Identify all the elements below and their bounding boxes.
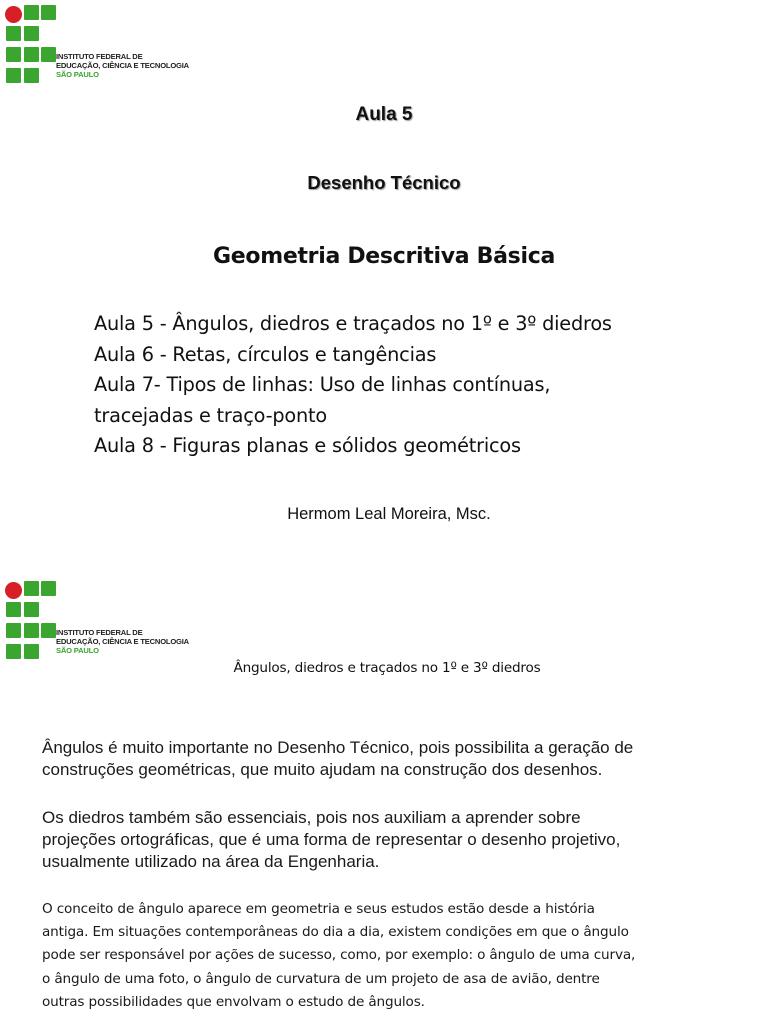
lesson-list [94,309,734,462]
logo-grid-icon [4,580,58,664]
list-item: tracejadas e traço-ponto [94,403,327,427]
institution-logo [0,576,189,666]
list-item: Aula 5 - Ângulos, diedros e traçados no 1º e 3º diedros [94,312,612,335]
logo-red-dot [5,6,22,23]
paragraph-angle-concept: O conceito de ângulo aparece em geometria e seus estudos estão desde a história antiga. Em situações contemporâneas do dia a dia, existem condições em que o ângulo pode ser responsável por ações de sucesso, como, por exemplo: o ângulo de uma curva, o ângulo de uma foto, o ângulo de curvatura de um projeto de asa de avião, dentre outras possibilidades que envolvam o estudo de ângulos. [42,901,636,1010]
page-title: Geometria Descritiva Básica [213,244,555,269]
logo-red-dot [5,582,22,599]
logo-grid-icon [4,4,58,88]
author-name: Hermom Leal Moreira, Msc. [287,505,491,523]
list-item: Aula 6 - Retas, círculos e tangências [94,342,437,366]
subject-title: Desenho Técnico [307,172,461,193]
paragraph-dihedrons: Os diedros também são essenciais, pois nos auxiliam a aprender sobre projeções ortográficas, que é uma forma de representar o desenho projetivo, usualmente utilizado na área da Engenharia. [42,808,621,871]
logo-text: INSTITUTO FEDERAL DE EDUCAÇÃO, CIÊNCIA E TECNOLOGIA SÃO PAULO [56,52,189,79]
lesson-number: Aula 5 [355,104,413,125]
list-item: Aula 8 - Figuras planas e sólidos geométricos [94,434,521,457]
section-subtitle: Ângulos, diedros e traçados no 1º e 3º diedros [233,660,541,676]
list-item: Aula 7- Tipos de linhas: Uso de linhas contínuas, [94,373,551,396]
institution-logo [0,0,189,90]
paragraph-angles: Ângulos é muito importante no Desenho Técnico, pois possibilita a geração de construções geométricas, que muito ajudam na construção dos desenhos. [42,738,634,779]
logo-text: INSTITUTO FEDERAL DE EDUCAÇÃO, CIÊNCIA E TECNOLOGIA SÃO PAULO [56,628,189,655]
